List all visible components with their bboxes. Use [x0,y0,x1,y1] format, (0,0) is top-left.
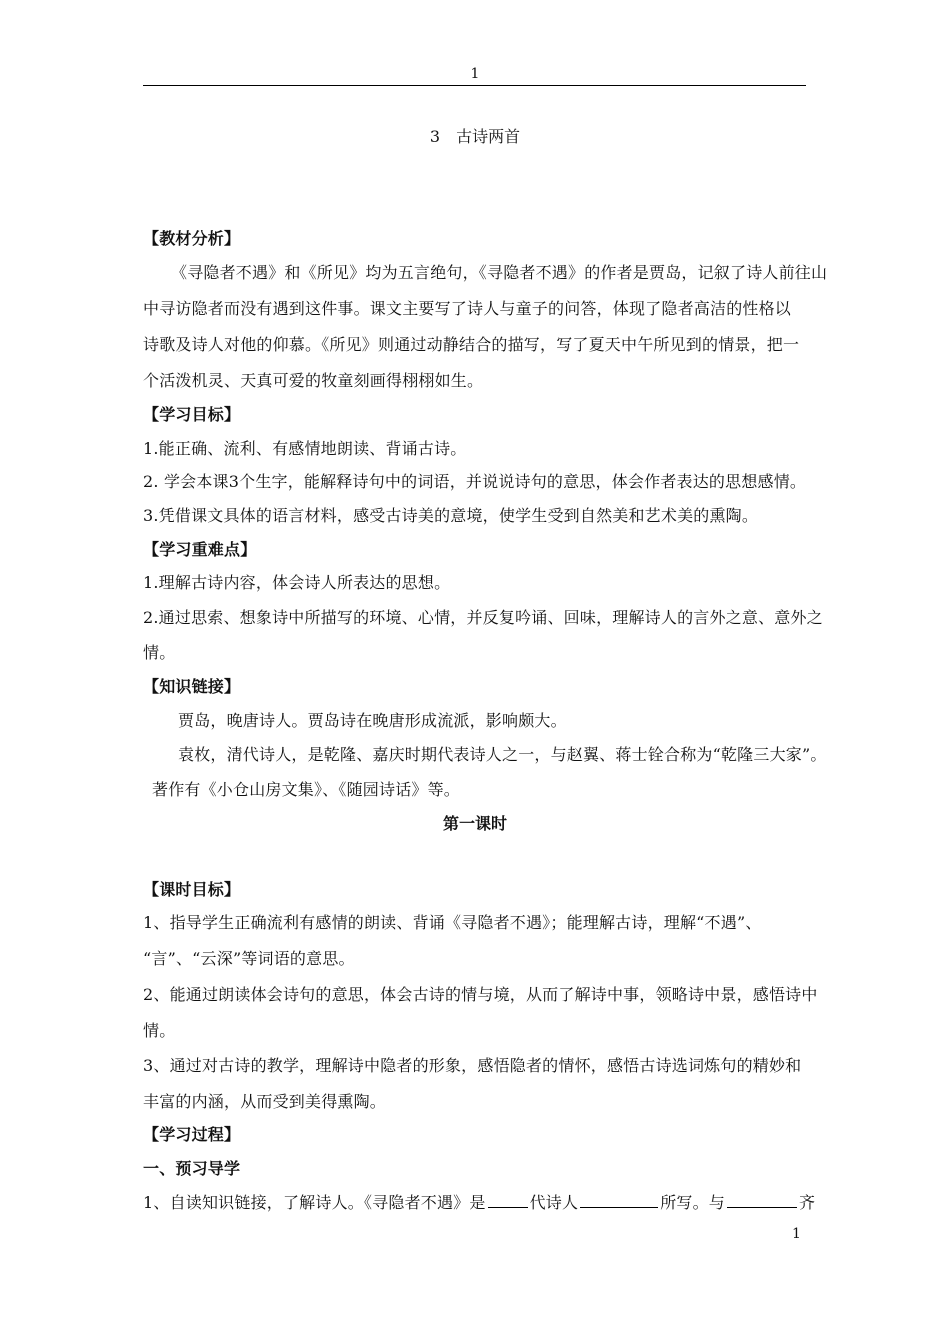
lesson-goal-line: 1、指导学生正确流利有感情的朗读、背诵《寻隐者不遇》；能理解古诗，理解“不遇”、 [143,913,762,932]
preview-text-part2: 代诗人 [529,1193,579,1212]
lesson-goal-line: 2、能通过朗读体会诗句的意思，体会古诗的情与境，从而了解诗中事，领略诗中景，感悟诗中 [143,985,818,1004]
analysis-line: 《寻隐者不遇》和《所见》均为五言绝句，《寻隐者不遇》的作者是贾岛，记叙了诗人前往山 [171,263,828,282]
analysis-line: 个活泼机灵、天真可爱的牧童刻画得栩栩如生。 [143,371,484,390]
page-title: 3 古诗两首 [429,127,521,146]
keypoint-item: 2.通过思索、想象诗中所描写的环境、心情，并反复吟诵、回味，理解诗人的言外之意、意外之 [143,608,823,627]
link-item: 袁枚，清代诗人，是乾隆、嘉庆时期代表诗人之一，与赵翼、蒋士铨合称为“乾隆三大家”。 [178,745,827,764]
keypoints-heading: 【学习重难点】 [143,540,257,559]
preview-heading: 一、预习导学 [143,1159,241,1178]
fill-blank-dynasty[interactable] [488,1191,528,1208]
lesson-heading: 第一课时 [442,814,507,833]
goals-heading: 【学习目标】 [143,405,241,424]
lesson-goal-line: “言”、“云深”等词语的意思。 [143,949,355,968]
goal-item: 1.能正确、流利、有感情地朗读、背诵古诗。 [143,439,467,458]
lesson-goals-heading: 【课时目标】 [143,880,241,899]
header-page-number: 1 [470,66,480,82]
preview-fill-line [143,1190,815,1213]
preview-text-part1: 1、自读知识链接，了解诗人。《寻隐者不遇》是 [143,1193,486,1212]
preview-text-part3: 所写。与 [660,1193,726,1212]
links-heading: 【知识链接】 [143,677,241,696]
lesson-goal-line: 3、通过对古诗的教学，理解诗中隐者的形象，感悟隐者的情怀，感悟古诗选词炼句的精妙和 [143,1056,802,1075]
preview-text-part4: 齐 [799,1193,816,1212]
analysis-line: 诗歌及诗人对他的仰慕。《所见》则通过动静结合的描写，写了夏天中午所见到的情景，把一 [143,335,800,354]
link-item: 著作有《小仓山房文集》、《随园诗话》等。 [152,780,461,799]
fill-blank-peer[interactable] [727,1191,797,1208]
process-heading: 【学习过程】 [143,1125,241,1144]
goal-item: 2. 学会本课3个生字，能解释诗句中的词语，并说说诗句的意思，体会作者表达的思想感情。 [143,472,807,491]
fill-blank-poet[interactable] [580,1191,658,1208]
link-item: 贾岛，晚唐诗人。贾岛诗在晚唐形成流派，影响颇大。 [178,711,567,730]
analysis-heading: 【教材分析】 [143,229,241,248]
keypoint-item: 情。 [143,643,176,662]
lesson-goal-line: 情。 [143,1021,176,1040]
footer-page-number: 1 [792,1226,801,1242]
lesson-goal-line: 丰富的内涵，从而受到美得熏陶。 [143,1092,387,1111]
goal-item: 3.凭借课文具体的语言材料，感受古诗美的意境，使学生受到自然美和艺术美的熏陶。 [143,506,759,525]
keypoint-item: 1.理解古诗内容，体会诗人所表达的思想。 [143,573,451,592]
header-rule [143,85,806,86]
analysis-line: 中寻访隐者而没有遇到这件事。课文主要写了诗人与童子的问答，体现了隐者高洁的性格以 [143,299,792,318]
